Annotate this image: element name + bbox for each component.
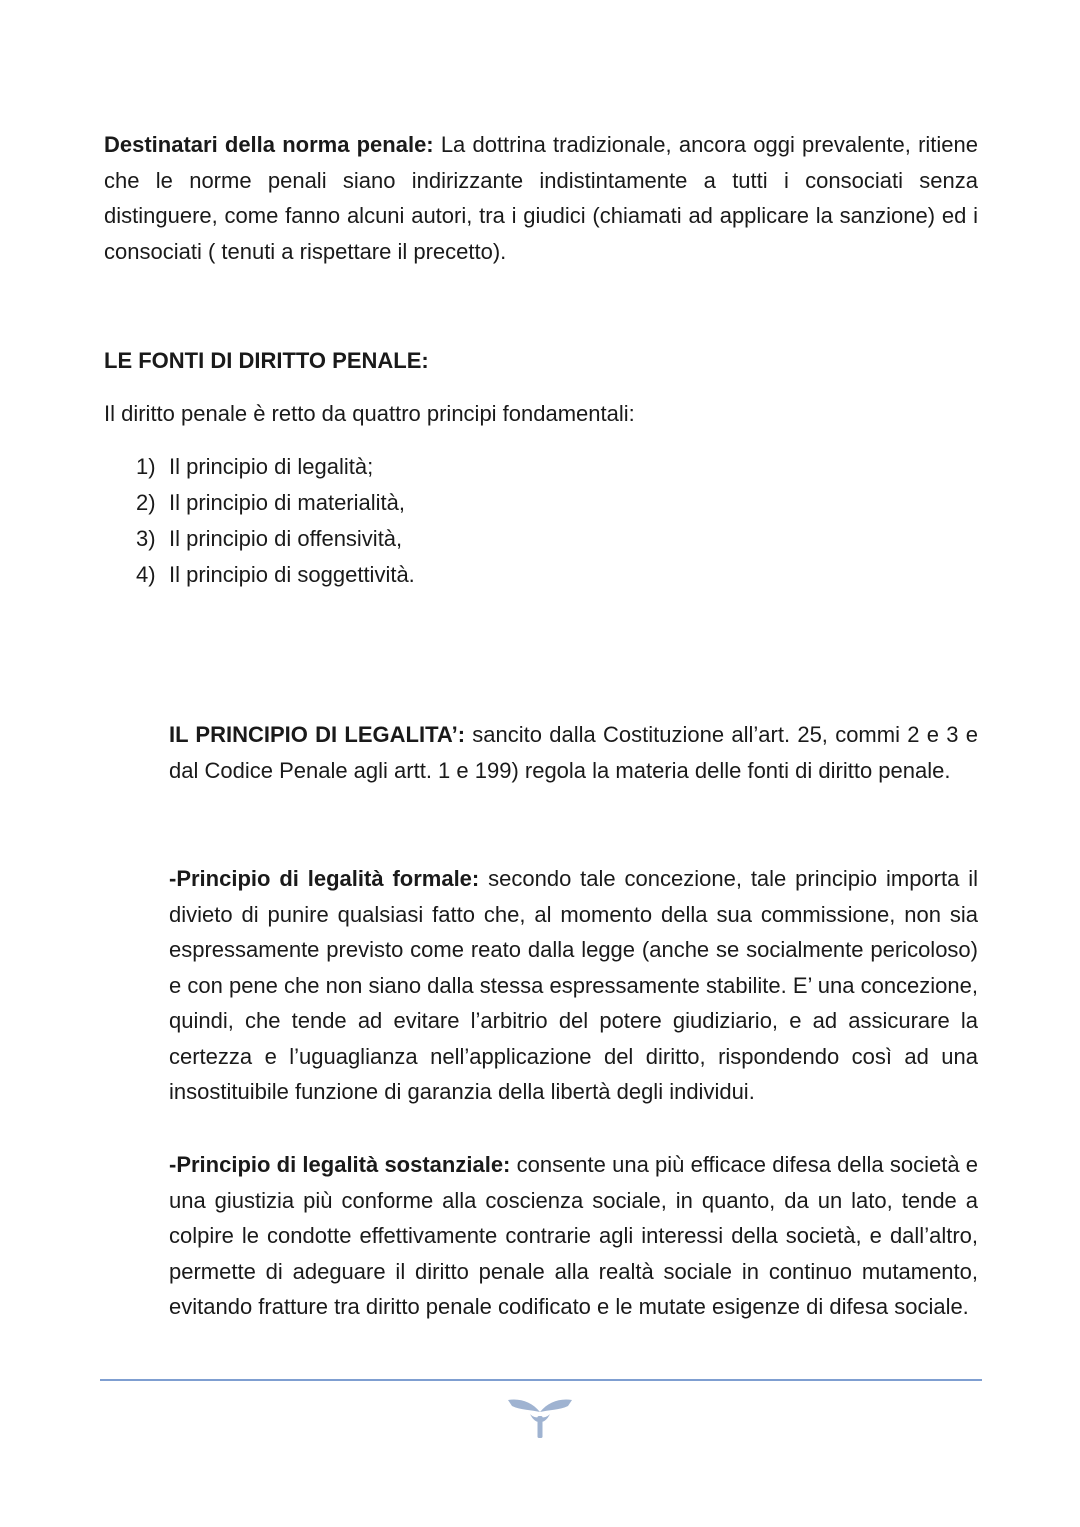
formale-paragraph bbox=[169, 861, 978, 1110]
list-item-number: 1) bbox=[136, 454, 156, 479]
fonti-heading: LE FONTI DI DIRITTO PENALE: bbox=[104, 348, 429, 373]
destinatari-text: La dottrina tradizionale, ancora oggi prevalente, ritiene che le norme penali siano indirizzante indistintamente a tutti i consociati senza distinguere, come fanno alcuni autori, tra i giudici (chiamati ad applicare la sanzione) ed i consociati ( tenuti a rispettare il precetto). bbox=[104, 132, 978, 264]
principles-list bbox=[136, 449, 415, 593]
list-item-text: Il principio di materialità, bbox=[169, 490, 405, 515]
list-item-number: 2) bbox=[136, 490, 156, 515]
list-item-text: Il principio di legalità; bbox=[169, 454, 374, 479]
destinatari-paragraph bbox=[104, 127, 978, 269]
list-item bbox=[136, 449, 415, 485]
list-item-text: Il principio di soggettività. bbox=[169, 562, 415, 587]
sostanziale-paragraph bbox=[169, 1147, 978, 1325]
legalita-text: sancito dalla Costituzione all’art. 25, commi 2 e 3 e dal Codice Penale agli artt. 1 e 199) regola la materia delle fonti di diritto penale. bbox=[169, 722, 979, 783]
destinatari-label: Destinatari della norma penale: bbox=[104, 132, 434, 157]
list-item bbox=[136, 521, 415, 557]
list-item bbox=[136, 557, 415, 593]
formale-label: -Principio di legalità formale: bbox=[169, 866, 480, 891]
fonti-intro: Il diritto penale è retto da quattro principi fondamentali: bbox=[104, 401, 635, 426]
footer-divider bbox=[100, 1379, 982, 1381]
sostanziale-label: -Principio di legalità sostanziale: bbox=[169, 1152, 511, 1177]
sostanziale-text: consente una più efficace difesa della società e una giustizia più conforme alla coscienza sociale, in quanto, da un lato, tende a colpire le condotte effettivamente contrarie agli interessi della società, e dall’altro, permette di adeguare il diritto penale alla realtà sociale in continuo mutamento, evitando fratture tra diritto penale codificato e le mutate esigenze di difesa sociale. bbox=[169, 1152, 978, 1319]
legalita-label: IL PRINCIPIO DI LEGALITA’: bbox=[169, 722, 466, 747]
legalita-paragraph bbox=[169, 717, 978, 788]
list-item-text: Il principio di offensività, bbox=[169, 526, 403, 551]
formale-text: secondo tale concezione, tale principio importa il divieto di punire qualsiasi fatto che, al momento della sua commissione, non sia espressamente previsto come reato dalla legge (anche se socialmente pericoloso) e con pene che non siano dalla stessa espressamente stabilite. E’ una concezione, quindi, che tende ad evitare l’arbitrio del potere giudiziario, e ad assicurare la certezza e l’uguaglianza nell’applicazione del diritto, rispondendo così ad una insostituibile funzione di garanzia della libertà degli individui. bbox=[169, 866, 978, 1104]
list-item-number: 4) bbox=[136, 562, 156, 587]
stylized-plant-logo-icon bbox=[506, 1392, 574, 1440]
list-item-number: 3) bbox=[136, 526, 156, 551]
list-item bbox=[136, 485, 415, 521]
